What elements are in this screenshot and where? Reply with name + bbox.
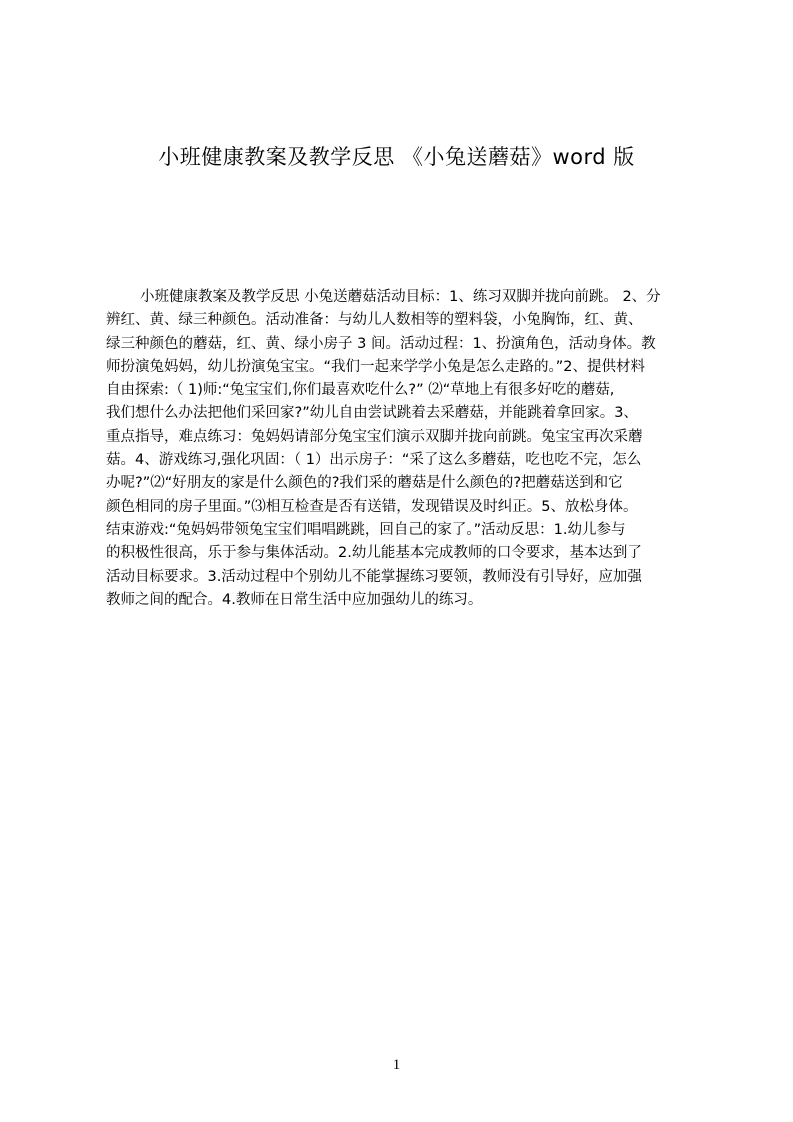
body-line: 辨红、黄、绿三种颜色。活动准备：与幼儿人数相等的塑料袋，小兔胸饰，红、黄、: [106, 312, 643, 329]
document-body: [106, 286, 706, 612]
body-line: 重点指导，难点练习：兔妈妈请部分兔宝宝们演示双脚并拢向前跳。兔宝宝再次采蘑: [106, 428, 643, 445]
body-line: 活动目标要求。3.活动过程中个别幼儿不能掌握练习要领，教师没有引导好，应加强: [106, 568, 642, 585]
body-line: 绿三种颜色的蘑菇，红、黄、绿小房子 3 间。活动过程：1、扮演角色，活动身体。教: [106, 335, 656, 352]
body-line: 的积极性很高，乐于参与集体活动。2.幼儿能基本完成教师的口令要求，基本达到了: [106, 545, 642, 562]
body-line: 教师之间的配合。4.教师在日常生活中应加强幼儿的练习。: [106, 591, 483, 608]
body-line: 小班健康教案及教学反思 小兔送蘑菇活动目标：1、练习双脚并拢向前跳。 2、分: [140, 289, 661, 305]
body-line: 我们想什么办法把他们采回家?”幼儿自由尝试跳着去采蘑菇，并能跳着拿回家。3、: [106, 405, 638, 422]
page-number: 1: [392, 1057, 401, 1073]
body-line: 办呢?”⑵“好朋友的家是什么颜色的?我们采的蘑菇是什么颜色的?把蘑菇送到和它: [106, 475, 623, 492]
document-title: 小班健康教案及教学反思 《小兔送蘑菇》word 版: [158, 145, 635, 169]
body-line: 颜色相同的房子里面。”⑶相互检查是否有送错，发现错误及时纠正。5、放松身体。: [106, 498, 638, 515]
body-line: 结束游戏:“兔妈妈带领兔宝宝们唱唱跳跳，回自己的家了。”活动反思：1.幼儿参与: [106, 521, 626, 538]
body-line: 师扮演兔妈妈，幼儿扮演兔宝宝。“我们一起来学学小兔是怎么走路的。”2、提供材料: [106, 358, 645, 375]
body-line: 自由探索:（ 1)师:“兔宝宝们,你们最喜欢吃什么?” ⑵“草地上有很多好吃的蘑菇,: [106, 382, 615, 399]
body-line: 菇。4、游戏练习,强化巩固：（ 1）出示房子：“采了这么多蘑菇，吃也吃不完，怎么: [106, 452, 642, 469]
